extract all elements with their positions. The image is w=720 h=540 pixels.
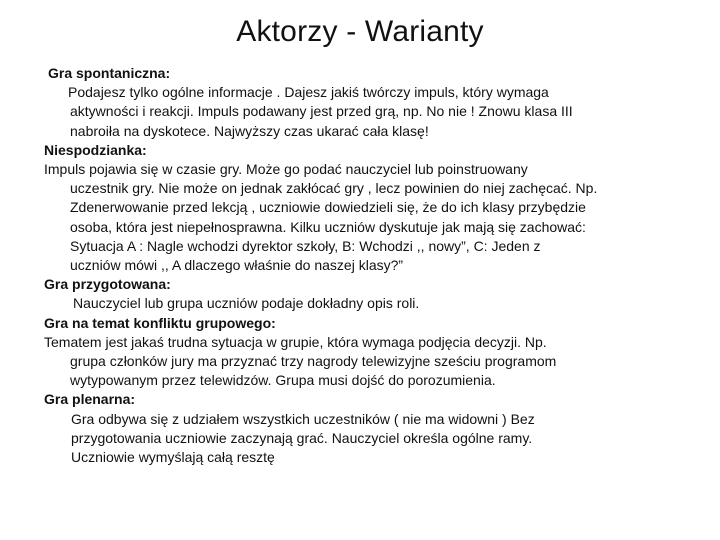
section-heading-niespodzianka: Niespodzianka: bbox=[44, 141, 147, 158]
slide-body bbox=[44, 64, 694, 467]
section-text-gra-na-temat-konfliktu bbox=[44, 333, 694, 391]
text-line: nabroiła na dyskotece. Najwyższy czas ukarać cała klasę! bbox=[70, 122, 429, 139]
text-line: Gra odbywa się z udziałem wszystkich uczestników ( nie ma widowni ) Bez bbox=[71, 410, 535, 427]
text-line: przygotowania uczniowie zaczynają grać. Nauczyciel określa ogólne ramy. bbox=[71, 429, 533, 446]
section-text-gra-spontaniczna bbox=[44, 83, 694, 141]
text-line: Zdenerwowanie przed lekcją , uczniowie dowiedzieli się, że do ich klasy przybędzie bbox=[70, 199, 586, 216]
section-heading-gra-spontaniczna: Gra spontaniczna: bbox=[48, 65, 171, 81]
section-heading-gra-plenarna: Gra plenarna: bbox=[44, 391, 136, 408]
text-line: Tematem jest jakaś trudna sytuacja w grupie, która wymaga podjęcia decyzji. Np. bbox=[44, 333, 547, 350]
section-text-niespodzianka bbox=[44, 160, 694, 275]
text-line: Nauczyciel lub grupa uczniów podaje dokładny opis roli. bbox=[73, 295, 420, 312]
text-line: Sytuacja A : Nagle wchodzi dyrektor szkoły, B: Wchodzi ,, nowy”, C: Jeden z bbox=[70, 237, 541, 254]
text-line: uczniów mówi ,, A dlaczego właśnie do naszej klasy?” bbox=[70, 257, 404, 274]
text-line: osoba, która jest niepełnosprawna. Kilku uczniów dyskutuje jak mają się zachować: bbox=[70, 218, 586, 235]
text-line: Uczniowie wymyślają całą resztę bbox=[71, 449, 275, 466]
text-line: Impuls pojawia się w czasie gry. Może go podać nauczyciel lub poinstruowany bbox=[44, 161, 528, 178]
section-text-gra-plenarna bbox=[44, 410, 694, 468]
text-line: uczestnik gry. Nie może on jednak zakłócać gry , lecz powinien do niej zachęcać. Np. bbox=[70, 180, 598, 197]
text-line: grupa członków jury ma przyznać trzy nagrody telewizyjne sześciu programom bbox=[70, 353, 557, 370]
text-line: Podajesz tylko ogólne informacje . Dajesz jakiś twórczy impuls, który wymaga bbox=[68, 84, 549, 101]
section-heading-gra-przygotowana: Gra przygotowana: bbox=[44, 276, 171, 293]
text-line: wytypowanym przez telewidzów. Grupa musi dojść do porozumienia. bbox=[70, 372, 496, 389]
text-line: aktywności i reakcji. Impuls podawany jest przed grą, np. No nie ! Znowu klasa III bbox=[70, 103, 573, 120]
section-heading-gra-na-temat-konfliktu: Gra na temat konfliktu grupowego: bbox=[44, 314, 276, 331]
slide-title: Aktorzy - Warianty bbox=[236, 15, 484, 48]
section-text-gra-przygotowana bbox=[44, 294, 694, 313]
